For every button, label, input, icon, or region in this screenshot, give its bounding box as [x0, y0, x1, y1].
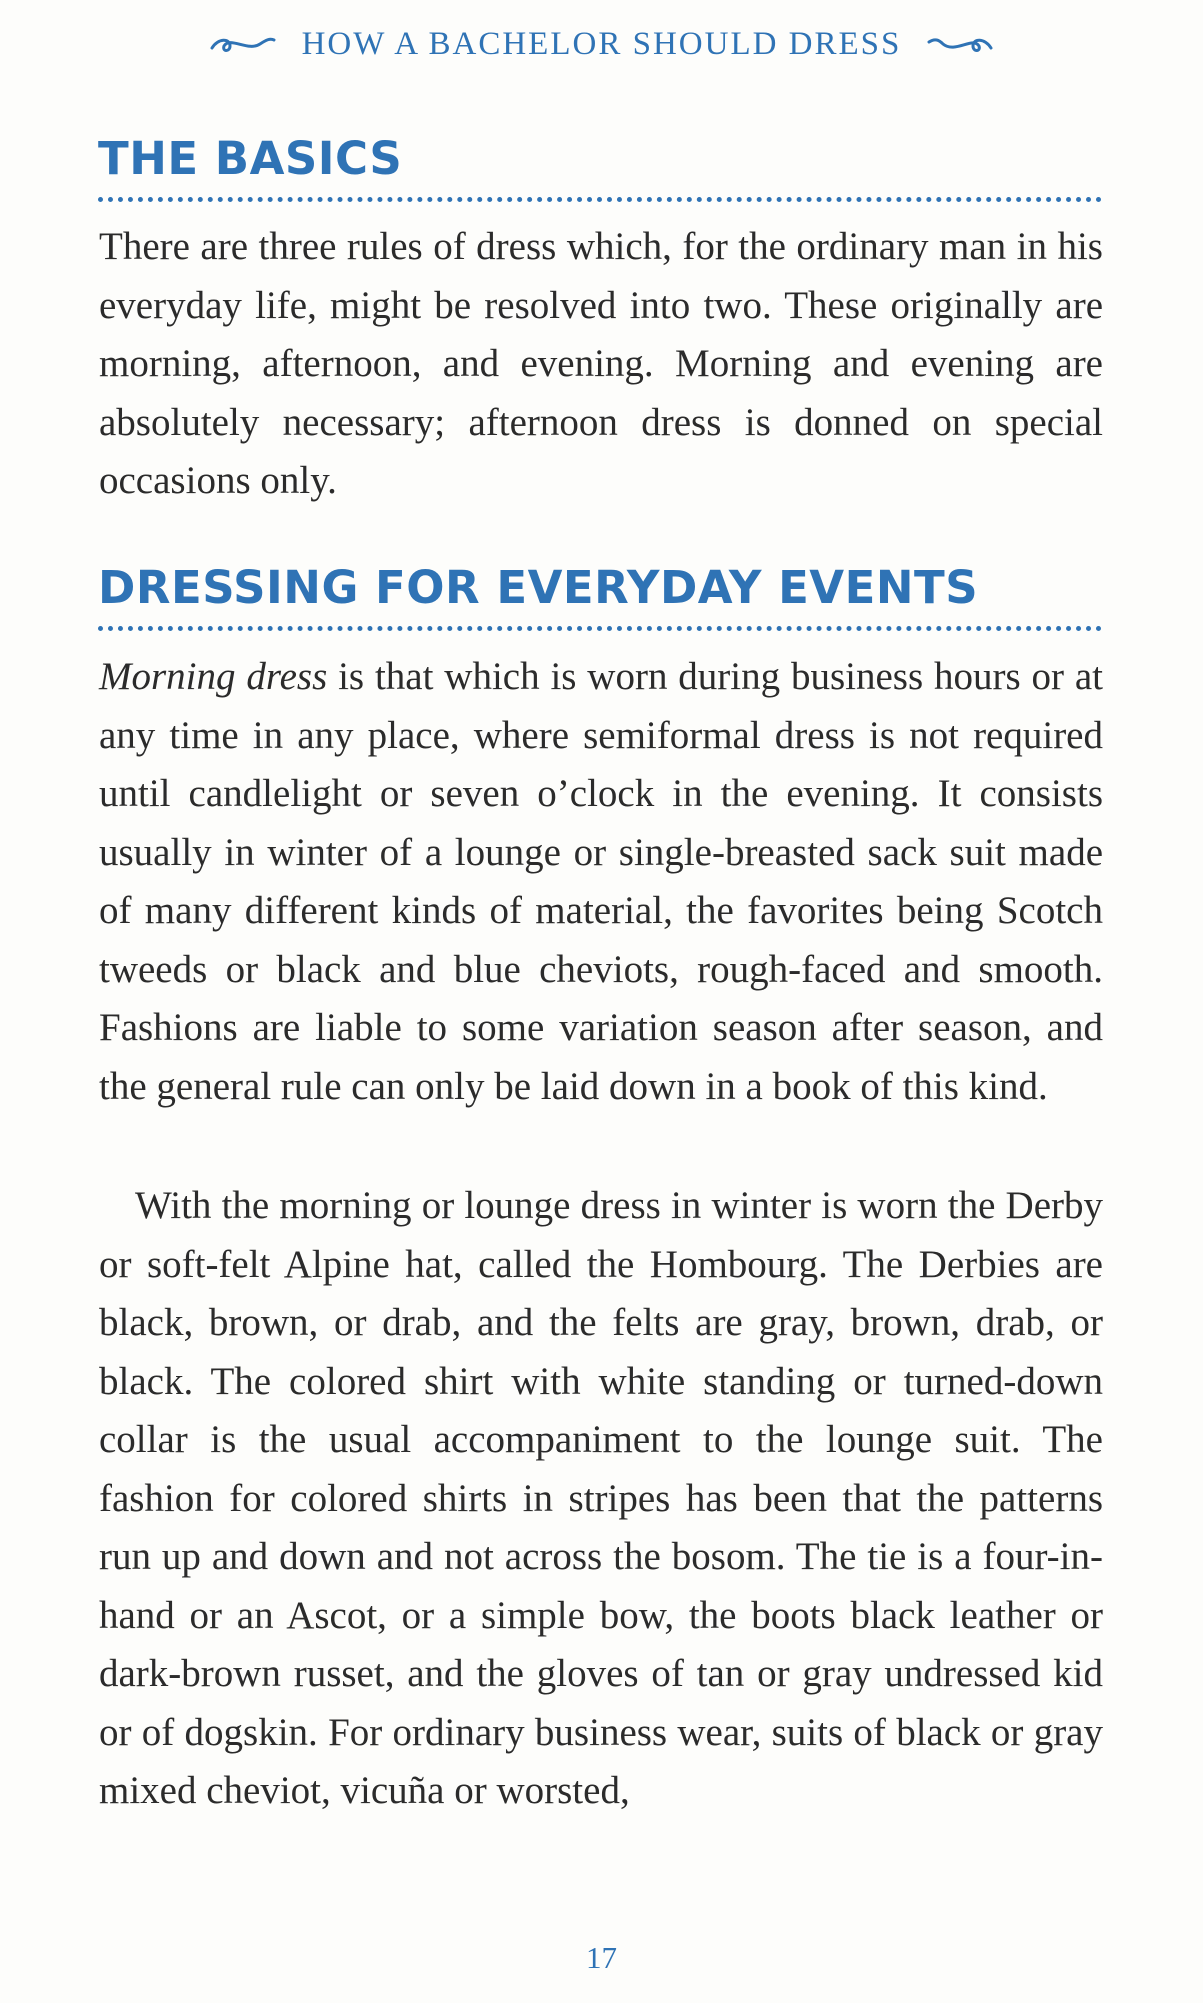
section-title: DRESSING FOR EVERYDAY EVENTS: [98, 561, 979, 614]
paragraph-text: is that which is worn during business hours or at any time in any place, where semiformal dress is not required until candlelight or seven o’clock in the evening. It consists usually in winter of a lounge or single-breasted sack suit made of many different kinds of material, the favorites being Scotch tweeds or black and blue cheviots, rough-faced and smooth. Fashions are liable to some variation season after season, and the general rule can only be laid down in a book of this kind.: [99, 655, 1103, 1108]
flourish-icon: [925, 32, 995, 58]
dotted-divider: [98, 626, 1102, 631]
section-heading-everyday-events: [98, 561, 1102, 631]
paragraph: There are three rules of dress which, for the ordinary man in his everyday life, might be resolved into two. These originally are morning, afternoon, and evening. Morning and evening are absolutely necessary; afternoon dress is donned on special occasions only.: [99, 225, 1103, 502]
running-head: [0, 26, 1203, 63]
flourish-icon: [208, 32, 278, 58]
paragraph: [99, 648, 1103, 1116]
section-heading-basics: [98, 132, 1102, 202]
section-title: THE BASICS: [98, 132, 403, 185]
running-head-title: HOW A BACHELOR SHOULD DRESS: [301, 26, 902, 62]
paragraph: With the morning or lounge dress in winter is worn the Derby or soft-felt Alpine hat, called the Hombourg. The Derbies are black, brown, or drab, and the felts are gray, brown, drab, or black. The colored shirt with white standing or turned-down collar is the usual accompaniment to the lounge suit. The fashion for colored shirts in stripes has been that the patterns run up and down and not across the bosom. The tie is a four-in-hand or an Ascot, or a simple bow, the boots black leather or dark-brown russet, and the gloves of tan or gray undressed kid or of dogskin. For ordinary business wear, suits of black or gray mixed cheviot, vicuña or worsted,: [99, 1184, 1103, 1812]
dotted-divider: [98, 197, 1102, 202]
page-number: 17: [586, 1940, 617, 1975]
italic-term: Morning dress: [99, 655, 328, 698]
